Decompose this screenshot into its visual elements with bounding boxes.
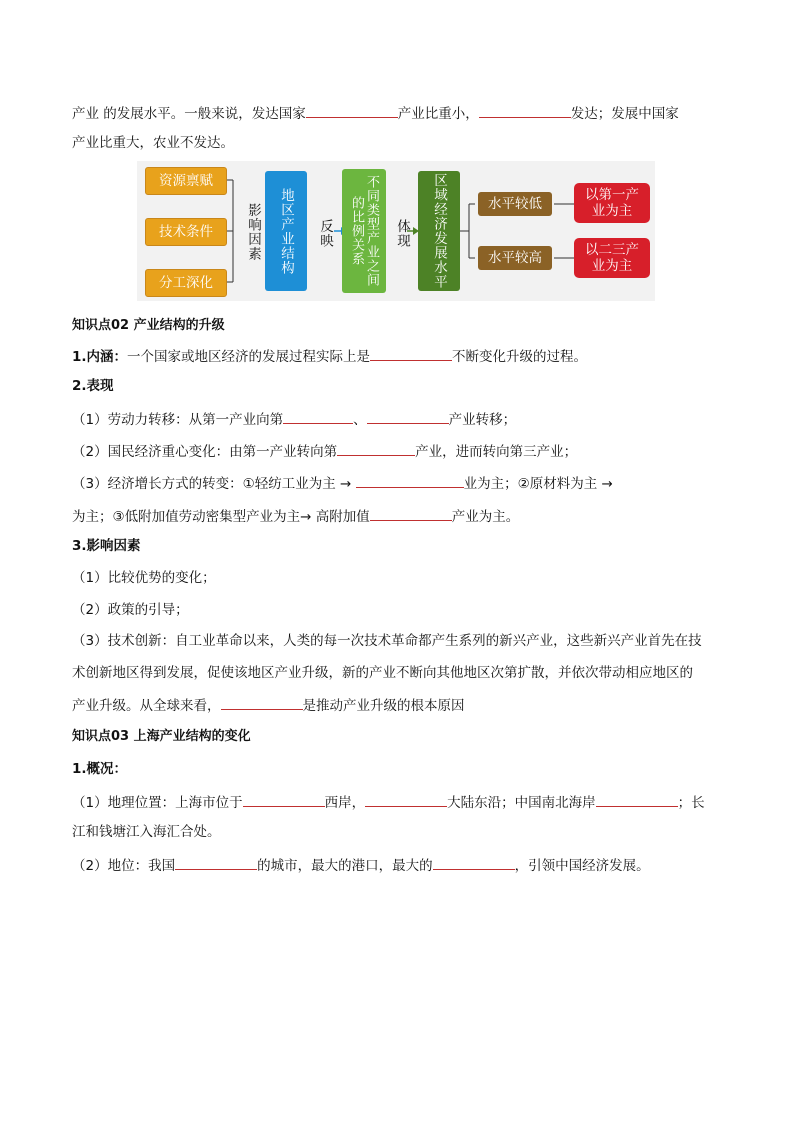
result-secondary-box <box>574 238 650 278</box>
text-line <box>72 506 519 526</box>
item-label: 3.影响因素 <box>72 538 141 554</box>
fill-blank[interactable] <box>283 409 353 424</box>
reflect-label: 反映 <box>317 218 333 248</box>
result-primary-box <box>574 183 650 223</box>
text-line: （1）比较优势的变化； <box>72 570 216 586</box>
text-segment: 、 <box>353 412 367 428</box>
ratio-relationship-box: 不同类型产业之间的比例关系 <box>342 169 386 293</box>
item-label: 1.概况： <box>72 761 128 777</box>
text-line <box>72 346 587 366</box>
region-structure-box: 地区产业结构 <box>265 171 307 291</box>
text-line <box>72 792 705 812</box>
embody-label: 体现 <box>394 218 410 248</box>
text-segment: 发达；发展中国家 <box>570 106 679 122</box>
section-title: 知识点03 上海产业结构的变化 <box>72 729 251 744</box>
text-segment: 是推动产业升级的根本原因 <box>302 698 465 714</box>
text-line <box>72 473 613 493</box>
text-segment: 产业比重小， <box>397 106 479 122</box>
text-segment: 一个国家或地区经济的发展过程实际上是 <box>127 349 371 365</box>
text-segment: 业为主；②原材料为主 → <box>463 476 613 492</box>
text-segment: （1）地理位置：上海市位于 <box>72 795 243 811</box>
text-segment: （2）地位：我国 <box>72 858 176 874</box>
text-segment: 产业为主。 <box>451 509 520 525</box>
fill-blank[interactable] <box>243 792 325 807</box>
text-line <box>72 695 465 715</box>
text-segment: 不断变化升级的过程。 <box>452 349 588 365</box>
item-label: 1.内涵： <box>72 349 128 365</box>
text-segment: （1）劳动力转移：从第一产业向第 <box>72 412 284 428</box>
fill-blank[interactable] <box>479 103 571 118</box>
fill-blank[interactable] <box>306 103 398 118</box>
fill-blank[interactable] <box>356 473 464 488</box>
fill-blank[interactable] <box>367 409 449 424</box>
text-line: 产业比重大，农业不发达。 <box>72 135 234 151</box>
result-primary-text: 以第一产业为主 <box>585 187 639 219</box>
text-segment: 产业升级。从全球来看， <box>72 698 221 714</box>
text-segment: 为主；③低附加值劳动密集型产业为主→ 高附加值 <box>72 509 370 525</box>
section-title: 知识点02 产业结构的升级 <box>72 318 225 333</box>
text-segment: （3）经济增长方式的转变：①轻纺工业为主 → <box>72 476 352 492</box>
text-line: 术创新地区得到发展，促使该地区产业升级，新的产业不断向其他地区次第扩散，并依次带动相应地区的 <box>72 665 693 681</box>
text-segment: ；长 <box>677 795 705 811</box>
industry-structure-diagram <box>137 161 655 301</box>
economic-level-box: 区域经济发展水平 <box>418 171 460 291</box>
fill-blank[interactable] <box>596 792 678 807</box>
text-segment: 产业，进而转向第三产业； <box>415 444 578 460</box>
fill-blank[interactable] <box>175 855 257 870</box>
text-line <box>72 855 650 875</box>
level-high-box: 水平较高 <box>478 246 552 270</box>
result-secondary-text: 以二三产业为主 <box>585 242 639 274</box>
text-line <box>72 409 516 429</box>
text-segment: 西岸， <box>324 795 366 811</box>
text-segment: （2）国民经济重心变化：由第一产业转向第 <box>72 444 338 460</box>
level-low-box: 水平较低 <box>478 192 552 216</box>
text-line <box>72 103 679 123</box>
text-segment: 产业转移； <box>448 412 517 428</box>
fill-blank[interactable] <box>337 441 415 456</box>
text-line: （2）政策的引导； <box>72 602 189 618</box>
text-segment: 的城市，最大的港口，最大的 <box>257 858 433 874</box>
fill-blank[interactable] <box>221 695 303 710</box>
factor-box-division: 分工深化 <box>145 269 227 297</box>
influence-label: 影响因素 <box>245 203 261 261</box>
fill-blank[interactable] <box>433 855 515 870</box>
fill-blank[interactable] <box>365 792 447 807</box>
text-segment: ，引领中国经济发展。 <box>514 858 650 874</box>
factor-box-resources: 资源禀赋 <box>145 167 227 195</box>
text-segment: 大陆东沿；中国南北海岸 <box>447 795 596 811</box>
text-segment: 产业 的发展水平。一般来说，发达国家 <box>72 106 306 122</box>
text-line <box>72 441 577 461</box>
text-line: （3）技术创新：自工业革命以来，人类的每一次技术革命都产生系列的新兴产业，这些新兴产业首先在技 <box>72 633 702 649</box>
item-label: 2.表现 <box>72 378 114 394</box>
text-line: 江和钱塘江入海汇合处。 <box>72 824 221 840</box>
fill-blank[interactable] <box>370 346 452 361</box>
fill-blank[interactable] <box>370 506 452 521</box>
factor-box-technology: 技术条件 <box>145 218 227 246</box>
